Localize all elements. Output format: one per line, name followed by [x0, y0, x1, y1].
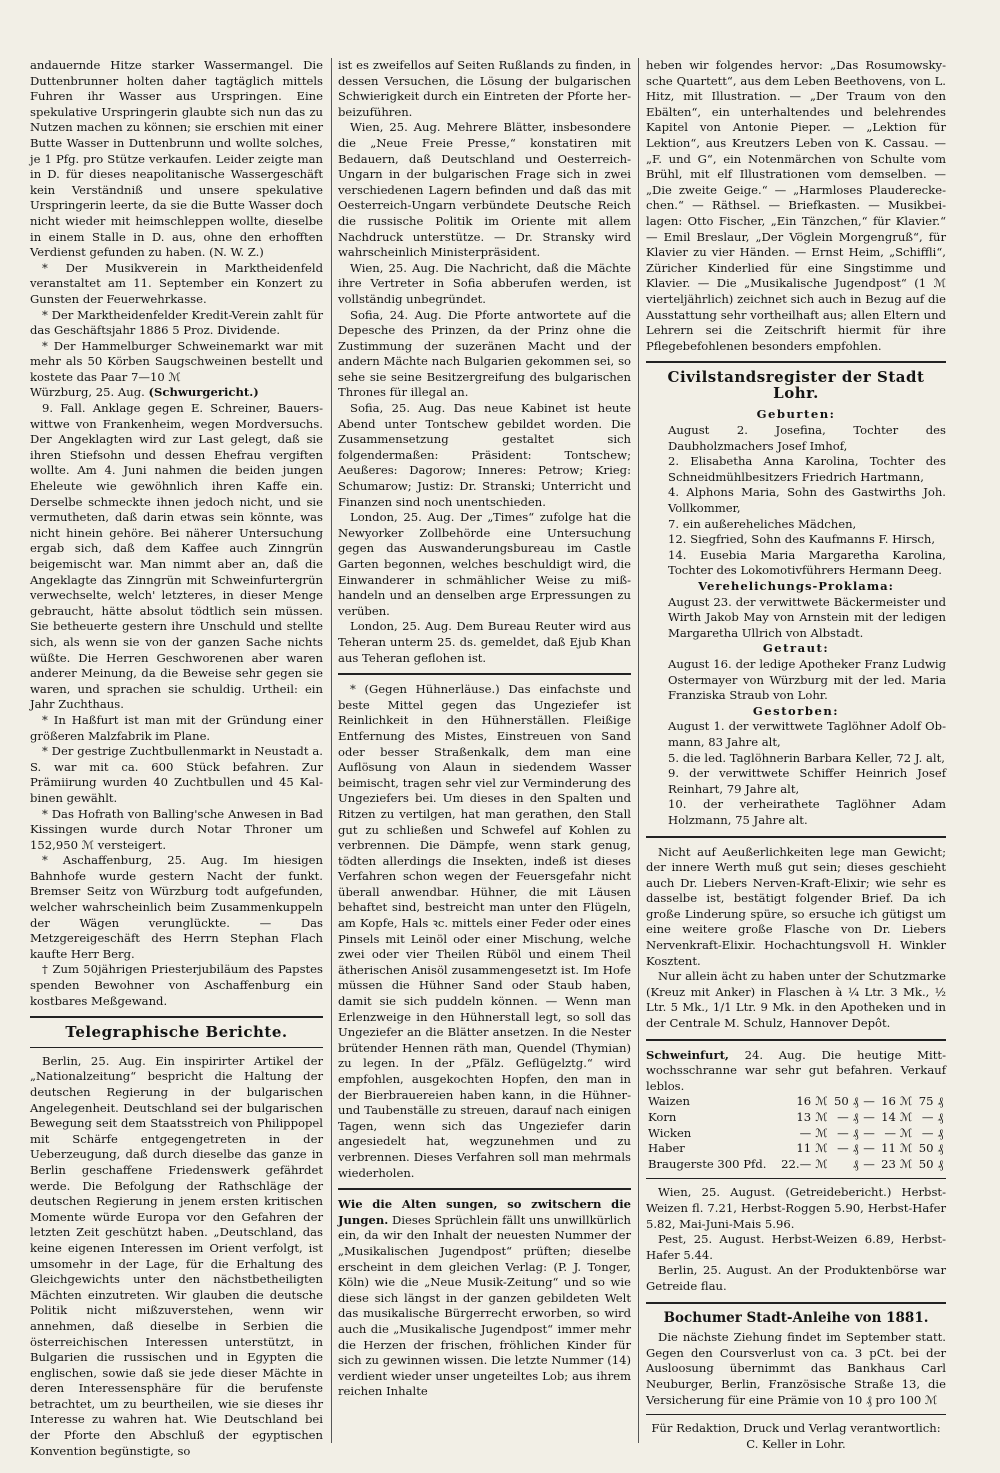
article-text: * Der Hammelburger Schweinemarkt war mit mehr als 50 Körben Saugschweinen bestellt und kostete das Paar 7—10 ℳ — [30, 338, 323, 384]
divider — [30, 1016, 323, 1018]
table-row — [646, 1157, 946, 1173]
column-3 — [646, 58, 946, 1451]
table-cell: 50 — [833, 1094, 849, 1109]
register-subhead: Geburten: — [756, 407, 836, 422]
list-item: 14. Eusebia Maria Margaretha Karolina, Tochter des Lokomotivführers Hermann Deeg. — [668, 547, 946, 578]
table-cell: 16 — [796, 1094, 812, 1109]
column-divider — [638, 58, 639, 1443]
table-cell: ₰ — [937, 1141, 944, 1156]
market-report: Schweinfurt, 24. Aug. Die heutige Mittwochsschranne war sehr gut befahren. Verkauf leblos. — [646, 1047, 946, 1093]
table-cell: ℳ — [815, 1125, 828, 1140]
table-cell: ₰ — [852, 1110, 859, 1124]
table-cell: Haber — [648, 1141, 685, 1156]
article-text: Berlin, 25. Aug. Ein inspirirter Artikel der „Nationalzeitung“ bespricht die Haltung der deutschen Regierung in der bulgarischen Angelegenheit. Deutschland sei der bulgarischen Bewegung seit dem Staatsstreich von Philippopel mit Schärfe entgegengetreten in der Ueberzeugung, daß durch dieselbe das ganze in Berlin geschaffene Friedenswerk gefährdet werde. Die Befolgung der Rathschläge der deutschen Regierung in jenem ersten kritischen Momente würde Europa vor den Gefahren der letzten Zeit geschützt haben. „Deutschland, das keine eigenen Interessen im Orient verfolgt, ist umsomehr in der Lage, für die Erhaltung des Gleichgewichts unter den nächstbetheiligten Mächten einzutreten. Wir glauben die deutsche Politik nicht mißzuverstehen, wenn wir annehmen, daß dieselbe in Serbien die österreichischen Interessen unterstützt, in Bulgarien die russischen und in Egypten die englischen, sowie daß sie jede dieser Mächte in deren Interessensphäre für die berufenste betrachtet, um zu beurtheilen, wie sie dieses ihr Interesse zu wahren hat. Wie Deutschland bei der Pforte den Abschluß der egyptischen Konvention begünstigte, so — [30, 1053, 323, 1458]
advertisement-text: Nur allein ächt zu haben unter der Schutzmarke (Kreuz mit Anker) in Flaschen à ¼ Ltr. 3 Mk., ½ Ltr. 5 Mk., 1/1 Ltr. 9 Mk. in den Apotheken und in der Centrale M. Schulz, Hannover Depôt. — [646, 969, 946, 1031]
table-cell: — — [837, 1110, 849, 1124]
imprint: Für Redaktion, Druck und Verlag verantwortlich: C. Keller in Lohr. — [651, 1421, 941, 1451]
table-cell: 50 — [918, 1156, 934, 1171]
table-row — [646, 1110, 946, 1126]
article-text: * Der gestrige Zuchtbullenmarkt in Neustadt a. S. war mit ca. 600 Stück befahren. Zur Prämiirung wurden 40 Zuchtbullen und 45 Kalbinen gewählt. — [30, 744, 323, 805]
table-cell: ℳ — [899, 1156, 913, 1171]
table-cell: ℳ — [899, 1141, 913, 1156]
table-cell: — — [837, 1141, 849, 1156]
register-subhead: Gestorben: — [752, 703, 840, 718]
divider — [646, 1414, 946, 1415]
list-item: 10. der verheirathete Taglöhner Adam Holzmann, 75 Jahre alt. — [668, 797, 946, 827]
table-cell: ℳ — [815, 1094, 828, 1109]
section-label: (Schwurgericht.) — [148, 385, 259, 400]
market-report: Wien, 25. August. (Getreidebericht.) Herbst-Weizen fl. 7.21, Herbst-Roggen 5.90, Herbst-Hafer 5.82, Mai-Juni-Mais 5.96. — [646, 1185, 946, 1231]
article-text: * (Gegen Hühnerläuse.) Das einfachste und beste Mittel gegen das Ungeziefer ist Reinlichkeit in den Hühnerställen. Fleißige Entfernung des Mistes, Einstreuen von Sand oder besser Straßenkalk, dem man eine Auflösung von Alaun in siedendem Wasser beimischt, tragen sehr viel zur Verminderung des Ungeziefers bei. Um dieses in den Spalten und Ritzen zu vertilgen, hat man gerathen, den Stall gut zu schließen und Schwefel auf Kohlen zu verbrennen. Die Dämpfe, wenn stark genug, tödten allerdings die Insekten, indeß ist dieses Verfahren schon wegen der Feuersgefahr nicht überall anwendbar. Hühner, die mit Läusen behaftet sind, bestreicht man unter den Flügeln, am Kopfe, Hals ꝛc. mittels einer Feder oder eines Pinsels mit Leinöl oder einer Mischung, welche zwei oder vier Theilen Rüböl und einem Theil ätherischen Anisöl zusammengesetzt ist. Im Hofe müssen die Hühner Sand oder Staub haben, damit sie sich puddeln können. — Wenn man Erlenzweige in den Hühnerstall legt, so soll das Ungeziefer an die Blätter ansetzen. In die Nester brütender Hennen räth man, Quendel (Thymian) zu legen. In der „Pfälz. Geflügelztg.“ wird empfohlen, ausgekochten Hopfen, den man in der Bierbrauereien haben kann, in die Hühner- und Taubenställe zu streuen, darauf nach einigen Tagen, wenn sich das Ungeziefer darin angesiedelt hat, wegzunehmen und zu verbrennen. Dieses Verfahren soll man mehrmals wiederholen. — [338, 682, 631, 1180]
list-item: August 16. der ledige Apotheker Franz Ludwig Ostermayer von Würzburg mit der led. Maria Franziska Straub von Lohr. — [668, 656, 946, 703]
divider — [646, 1039, 946, 1041]
table-cell: ₰ — [937, 1094, 944, 1109]
list-item: 2. Elisabetha Anna Karolina, Tochter des Schneidmühlbesitzers Friedrich Hartmann, — [668, 454, 946, 484]
table-cell: — — [799, 1125, 812, 1140]
table-cell: ₰ — [852, 1141, 859, 1156]
column-1 — [30, 58, 323, 1458]
list-item: 5. die led. Taglöhnerin Barbara Keller, 72 J. alt, — [668, 750, 945, 765]
table-cell: — — [863, 1094, 875, 1109]
table-cell: 50 — [918, 1141, 934, 1156]
table-row — [646, 1094, 946, 1110]
article-text: London, 25. Aug. Der „Times“ zufolge hat die Newyorker Zollbehörde eine Untersuchung gegen das Auswanderungsbureau im Castle Garten begonnen, welches beschuldigt wird, die Einwanderer in schmählicher Weise zu mißhandeln und an denselben arge Erpressungen zu verüben. — [338, 510, 631, 618]
table-cell: — — [921, 1110, 934, 1124]
table-cell: Braugerste 300 Pfd. — [648, 1156, 767, 1171]
market-city: Schweinfurt, — [646, 1047, 729, 1062]
section-title: Telegraphische Berichte. — [65, 1023, 288, 1042]
table-cell: ℳ — [899, 1125, 913, 1140]
article-text: Sofia, 25. Aug. Das neue Kabinet ist heute Abend unter Tontschew gebildet worden. Die Zusammensetzung gestaltet sich folgendermaßen: Präsident: Tontschew; Aeußeres: Dagorow; Inneres: Petrow; Krieg: Schumarow; Justiz: Dr. Stranski; Unterricht und Finanzen sind noch unentschieden. — [338, 401, 631, 509]
divider — [646, 361, 946, 363]
list-item: 4. Alphons Maria, Sohn des Gastwirths Joh. Vollkommer, — [668, 485, 946, 516]
table-row — [646, 1126, 946, 1142]
price-table — [646, 1094, 946, 1172]
table-cell: — — [863, 1141, 875, 1156]
divider — [338, 673, 631, 675]
market-report: Berlin, 25. August. An der Produktenbörse war Getreide flau. — [646, 1263, 946, 1293]
advertisement-text: Die nächste Ziehung findet im September statt. Gegen den Coursverlust von ca. 3 pCt. bei der Ausloosung übernimmt das Bankhaus Carl Neuburger, Berlin, Französische Straße 13, die Versicherung für eine Prämie von 10 ₰ pro 100 ℳ — [646, 1330, 946, 1407]
table-cell: ℳ — [815, 1141, 828, 1156]
article-text: Wie die Alten sungen, so zwitschern die Jungen. Dieses Sprüchlein fällt uns unwillkürlich ein, da wir den Inhalt der neuesten Nummer der „Musikalischen Jugendpost“ prüften; dieselbe erscheint in dem gleichen Verlag: (P. J. Tonger, Köln) wie die „Neue Musik-Zeitung“ und so wie diese sich längst in der ganzen gebildeten Welt das musikalische Bürgerrecht erworben, so wird auch die „Musikalische Jugendpost“ immer mehr die Herzen der frischen, fröhlichen Kinder für sich zu gewinnen wissen. Die letzte Nummer (14) verdient wieder unser ungeteiltes Lob; aus ihrem reichen Inhalte — [338, 1197, 632, 1399]
article-text: ist es zweifellos auf Seiten Rußlands zu finden, in dessen Versuchen, die Lösung der bulgarischen Schwierigkeit durch ein Eintreten der Pforte herbeizuführen. — [338, 58, 631, 119]
article-text: heben wir folgendes hervor: „Das Rosumowskysche Quartett“, aus dem Leben Beethovens, von L. Hitz, mit Illustration. — „Der Traum von den Ebälten“, ein unterhaltendes und belehrendes Kapitel von Antonie Pieper. — „Lektion für Lektion“, aus Kreutzers Leben von K. Cassau. — „F. und G“, ein Notenmärchen von Schulte vom Brühl, mit elf Illustrationen vom demselben. — „Die zweite Geige.“ — „Harmloses Plaudereckechen.“ — Räthsel. — Briefkasten. — Musikbeilagen: Otto Fischer, „Ein Tänzchen,“ für Klavier.“ — Emil Breslaur, „Der Vöglein Morgengruß“, für Klavier zu vier Händen. — Ernst Heim, „Schiffli“, Züricher Kinderlied für eine Singstimme und Klavier. — Die „Musikalische Jugendpost“ (1 ℳ vierteljährlich) zeichnet sich auch in Bezug auf die Ausstattung sehr vortheilhaft aus; allen Eltern und Lehrern sei die Zeitschrift hiermit für ihre Pflegebefohlenen besonders empfohlen. — [646, 58, 946, 353]
table-cell: Korn — [648, 1110, 677, 1124]
list-item: August 2. Josefina, Tochter des Daubholzmachers Josef Imhof, — [668, 423, 946, 453]
table-cell: Wicken — [648, 1125, 692, 1140]
article-title: Wie die Alten sungen, so zwitschern die Jungen. — [338, 1197, 631, 1227]
article-text: andauernde Hitze starker Wassermangel. Die Duttenbrunner holten daher tagtäglich mittels Fuhren ihr Wasser aus Urspringen. Eine spekulative Urspringerin glaubte sich nun das zu Nutzen machen zu können; sie erschien mit einer Butte Wasser in Duttenbrunn und wollte solches, je 1 Pfg. pro Stütze verkaufen. Leider zeigte man in D. für dieses neapolitanische Wassergeschäft kein Verständniß und unsere spekulative Urspringerin leerte, da sie die Butte Wasser doch nicht wieder mit heimschleppen wollte, dieselbe in einem Stalle in D. aus, ohne den erhofften Verdienst gefunden zu haben. (N. W. Z.) — [30, 58, 323, 260]
article-text: Sofia, 24. Aug. Die Pforte antwortete auf die Depesche des Prinzen, da der Prinz ohne die Zustimmung der suzeränen Macht und der andern Mächte nach Bulgarien gekommen sei, so sehe sie seine Besitzergreifung des bulgarischen Thrones für illegal an. — [338, 307, 631, 400]
list-item: August 1. der verwittwete Taglöhner Adolf Obmann, 83 Jahre alt, — [668, 719, 946, 749]
divider — [646, 1178, 946, 1179]
list-item: August 23. der verwittwete Bäckermeister und Wirth Jakob May von Arnstein mit der ledigen Margaretha Ullrich von Albstadt. — [668, 594, 946, 640]
table-cell: ₰ — [937, 1156, 944, 1171]
table-cell: 22.— — [781, 1156, 812, 1171]
table-cell: 13 — [796, 1110, 812, 1124]
article-text: London, 25. Aug. Dem Bureau Reuter wird aus Teheran unterm 25. ds. gemeldet, daß Ejub Khan aus Teheran geflohen ist. — [338, 619, 631, 665]
divider — [338, 1188, 631, 1190]
register-subhead: Getraut: — [762, 641, 830, 656]
table-cell: 11 — [881, 1141, 896, 1156]
table-cell: Waizen — [648, 1094, 690, 1109]
table-cell: ℳ — [899, 1110, 913, 1124]
article-text: * Aschaffenburg, 25. Aug. Im hiesigen Bahnhofe wurde gestern Nacht der funkt. Bremser Seitz von Würzburg todt aufgefunden, welcher wahrscheinlich beim Zusammenkuppeln der Wägen verunglückte. — Das Metzgereigeschäft des Herrn Stephan Flach kaufte Herr Berg. — [30, 853, 323, 961]
list-item: 12. Siegfried, Sohn des Kaufmanns F. Hirsch, — [668, 532, 936, 547]
table-cell: — — [837, 1125, 849, 1140]
list-item: 7. ein außereheliches Mädchen, — [668, 516, 857, 531]
divider — [646, 836, 946, 838]
list-item: 9. der verwittwete Schiffer Heinrich Josef Reinhart, 79 Jahre alt, — [668, 766, 946, 796]
article-text: * In Haßfurt ist man mit der Gründung einer größeren Malzfabrik im Plane. — [30, 712, 323, 743]
table-cell: 23 — [881, 1156, 896, 1171]
table-cell: 11 — [796, 1141, 812, 1156]
dateline: Würzburg, 25. Aug. (Schwurgericht.) — [30, 385, 259, 400]
table-cell: — — [863, 1125, 875, 1140]
table-cell: — — [921, 1125, 934, 1140]
column-divider — [331, 58, 332, 1443]
article-text: * Das Hofrath von Balling'sche Anwesen in Bad Kissingen wurde durch Notar Throner um 152,950 ℳ versteigert. — [30, 806, 323, 852]
table-cell: ₰ — [937, 1110, 944, 1124]
market-report: Pest, 25. August. Herbst-Weizen 6.89, Herbst-Hafer 5.44. — [646, 1232, 946, 1262]
section-title: Civilstandsregister der Stadt Lohr. — [667, 368, 925, 402]
advertisement-title: Bochumer Stadt-Anleihe von 1881. — [663, 1309, 929, 1326]
deaths-list — [646, 719, 946, 828]
table-cell: ₰ — [852, 1094, 859, 1109]
article-text: † Zum 50jährigen Priesterjubiläum des Papstes spenden Bewohner von Aschaffenburg ein kostbares Meßgewand. — [30, 962, 323, 1008]
article-text: Wien, 25. Aug. Mehrere Blätter, insbesondere die „Neue Freie Presse,“ konstatiren mit Bedauern, daß Deutschland und Oesterreich-Ungarn in der bulgarischen Frage sich in zwei verschiedenen Lagern befinden und daß das mit Oesterreich-Ungarn verbündete Deutsche Reich die russische Politik im Oriente mit allem Nachdruck unterstütze. — Dr. Stransky wird wahrscheinlich Ministerpräsident. — [338, 120, 631, 260]
table-cell: — — [884, 1125, 896, 1140]
table-cell: 75 — [918, 1094, 934, 1109]
article-text: Wien, 25. Aug. Die Nachricht, daß die Mächte ihre Vertreter in Sofia abberufen werden, ist vollständig unbegründet. — [338, 260, 631, 306]
table-row — [646, 1141, 946, 1157]
table-cell: 16 — [881, 1094, 896, 1109]
table-cell: ₰ — [937, 1125, 944, 1140]
table-cell: ₰ — [852, 1156, 859, 1171]
births-list — [646, 423, 946, 579]
divider — [30, 1047, 323, 1048]
table-cell: ℳ — [815, 1110, 828, 1124]
table-cell: 14 — [881, 1110, 896, 1124]
table-cell: ℳ — [899, 1094, 913, 1109]
article-text: * Der Musikverein in Marktheidenfeld veranstaltet am 11. September ein Konzert zu Gunsten der Feuerwehrkasse. — [30, 260, 323, 306]
column-2 — [338, 58, 631, 1443]
article-text: * Der Marktheidenfelder Kredit-Verein zahlt für das Geschäftsjahr 1886 5 Proz. Dividende. — [30, 307, 323, 338]
article-text: 9. Fall. Anklage gegen E. Schreiner, Bauerswittwe von Frankenheim, wegen Mordversuchs. Der Angeklagten wird zur Last gelegt, daß sie ihren Stiefsohn und dessen Ehefrau vergiften wollte. Am 4. Juni nahmen die beiden jungen Eheleute wie gewöhnlich ihren Kaffe ein. Derselbe schmeckte ihnen jedoch nicht, und sie vermutheten, daß darin etwas sein könnte, was nicht hinein gehöre. Bei näherer Untersuchung ergab sich, daß dem Kaffee auch Zinngrün beigemischt war. Man nimmt aber an, daß die Angeklagte das Zinngrün mit Schweinfurtergrün verwechselte, welch' letzteres, in dieser Menge gebraucht, hätte absolut tödtlich sein müssen. Sie betheuerte gestern ihre Unschuld und stellte sich, als wenn sie von der ganzen Sache nichts wüßte. Die Herren Geschworenen aber waren anderer Meinung, da die Beweise sehr gegen sie waren, und sprachen sie schuldig. Urtheil: ein Jahr Zuchthaus. — [30, 401, 323, 712]
register-subhead: Verehelichungs-Proklama: — [698, 579, 894, 593]
divider — [646, 1302, 946, 1304]
newspaper-page — [30, 58, 975, 1458]
advertisement-text: Nicht auf Aeußerlichkeiten lege man Gewicht; der innere Werth muß gut sein; dieses geschieht auch Dr. Liebers Nerven-Kraft-Elixir; wie sehr es dasselbe ist, bestätigt folgender Brief. Da ich große Linderung spüre, so ersuche ich gütigst um eine weitere große Flasche von Dr. Liebers Nervenkraft-Elixir. Hochachtungsvoll H. Winkler Kosztent. — [646, 844, 946, 968]
table-cell: — — [863, 1110, 875, 1124]
table-cell: ℳ — [815, 1156, 828, 1171]
table-cell: — — [863, 1156, 875, 1171]
table-cell — [831, 1157, 851, 1173]
table-cell: ₰ — [852, 1125, 859, 1140]
